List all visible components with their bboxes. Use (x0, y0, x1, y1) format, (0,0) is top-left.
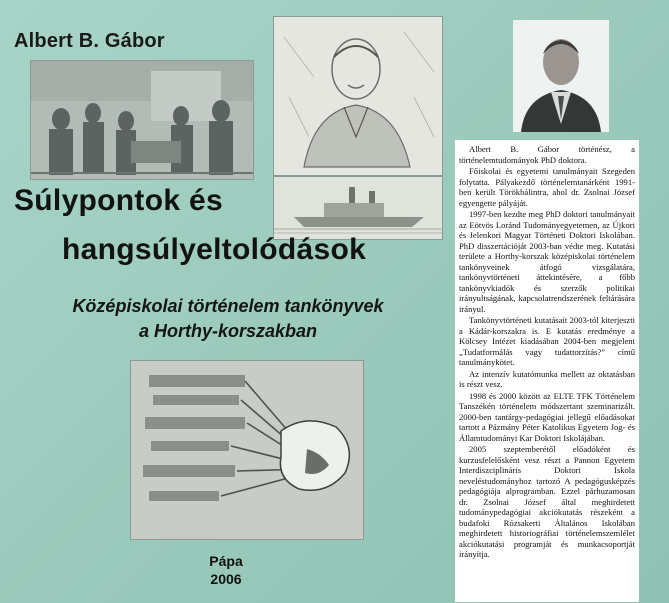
bio-paragraph: 2005 szeptemberétől előadóként és kurzusfelelősként vesz részt a Pannon Egyetem Interdiszciplináris Doktori Iskola neveléstudományhoz tartozó A pedagógusképzés pedagógiája alprogramban. Ezzel párhuzamosan dr. Zsolnai József által meghirdetett tudománypedagógiai akciókutatás részeként a budafoki Rózsakerti Általános Iskolában meghirdetett historiográfiai történelemszemlélet akciókutatási programját és munkacsoportját irányítja. (459, 444, 635, 559)
bio-paragraph: Főiskolai és egyetemi tanulmányait Szegeden folytatta. Pályakezdő történelemtanárként 1991-ben került Törökbálintra, ahol dr. Zsolnai József egyengette pályáját. (459, 166, 635, 208)
publication-year: 2006 (210, 571, 242, 587)
portrait-sketch (273, 16, 443, 176)
publication-info (196, 552, 256, 588)
bio-paragraph: Albert B. Gábor történész, a történelemtudományok PhD doktora. (459, 144, 635, 165)
title-line-1: Súlypontok és (14, 184, 223, 217)
author-photo (513, 20, 609, 132)
biography-panel (455, 140, 639, 602)
bio-paragraph: Tankönyvtörténeti kutatásait 2003-tól kiterjeszti a Kádár-korszakra is. E kutatás eredménye a Kölcsey Intézet kiadásában 2004-ben megjelent „Tudatformálás vagy tudattorzítás?” című tanulmánykötet. (459, 315, 635, 367)
ship-sketch (273, 176, 443, 240)
title-line-2: hangsúlyeltolódások (62, 233, 367, 266)
bio-paragraph: 1998 és 2000 között az ELTE TFK Történelem Tanszékén történelem módszertant szeminarizált. 2000-ben tantárgy-pedagógiai jellegű előadásokat tartott a Pázmány Péter Katolikus Egyetem Jog- és Államtudományi Kar Doktori Iskolájában. (459, 390, 635, 443)
subtitle (28, 294, 428, 344)
propaganda-map-image (130, 360, 364, 540)
subtitle-line-2: a Horthy-korszakban (138, 321, 318, 341)
voting-scene-photo (30, 60, 254, 180)
publication-place: Pápa (209, 553, 243, 569)
bio-paragraph: Az intenzív kutatómunka mellett az oktatásban is részt vesz. (459, 368, 635, 389)
biography-text (455, 140, 639, 560)
author-name: Albert B. Gábor (14, 30, 165, 52)
subtitle-line-1: Középiskolai történelem tankönyvek (72, 296, 384, 316)
bio-paragraph: 1997-ben kezdte meg PhD doktori tanulmányait az Eötvös Loránd Tudományegyetemen, az Újkori és Jelenkori Magyar Történeti Doktori Iskolában. PhD disszertációját 2003-ban védte meg. Kutatási területe a Horthy-korszak középiskolai történelem tankönyveinek átfogó vizsgálatára, tankönyvtörténeti áttekintésére, a főbb tankönyvkiadók és szerzők politikai irányultságának, kapcsolatrendszerének feltárására irányul. (459, 209, 635, 314)
